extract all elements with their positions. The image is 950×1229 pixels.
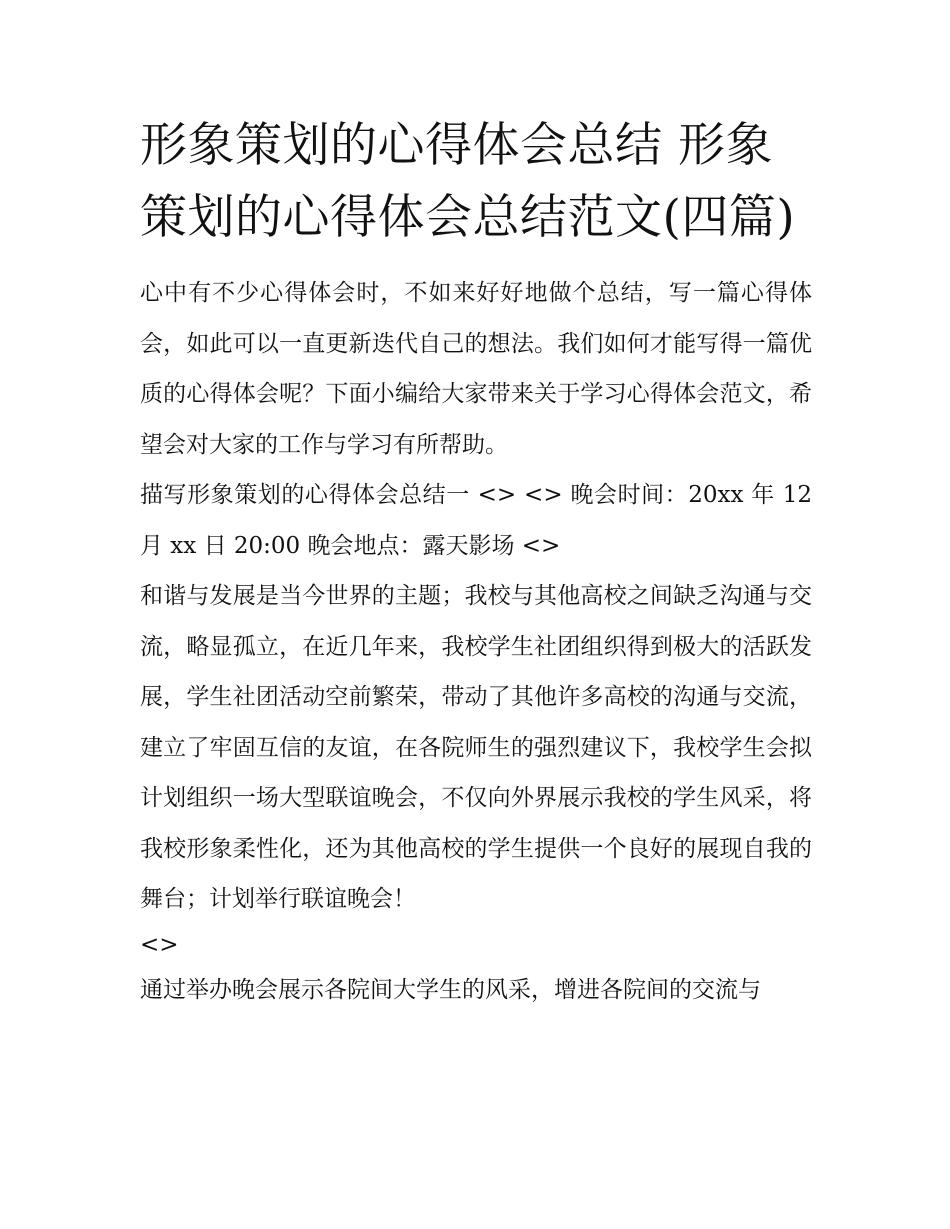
purpose-paragraph: 通过举办晚会展示各院间大学生的风采，增进各院间的交流与 <box>140 976 761 1003</box>
document-page <box>140 110 812 1015</box>
event-info-paragraph: 描写形象策划的心得体会总结一 <> <> 晚会时间：20xx 年 12 月 xx 日 20:00 晚会地点：露天影场 <> <box>140 482 812 559</box>
placeholder-line: <> <box>140 931 179 958</box>
background-paragraph: 和谐与发展是当今世界的主题；我校与其他高校之间缺乏沟通与交流，略显孤立，在近几年来，我校学生社团组织得到极大的活跃发展，学生社团活动空前繁荣，带动了其他许多高校的沟通与交流，建立了牢固互信的友谊，在各院师生的强烈建议下，我校学生会拟计划组织一场大型联谊晚会，不仅向外界展示我校的学生风采，将我校形象柔性化，还为其他高校的学生提供一个良好的展现自我的舞台；计划举行联谊晚会！ <box>140 583 812 912</box>
intro-paragraph: 心中有不少心得体会时，不如来好好地做个总结，写一篇心得体会，如此可以一直更新迭代自己的想法。我们如何才能写得一篇优质的心得体会呢？下面小编给大家带来关于学习心得体会范文，希望会对大家的工作与学习有所帮助。 <box>140 280 812 458</box>
document-title: 形象策划的心得体会总结 形象策划的心得体会总结范文(四篇) <box>140 118 796 245</box>
